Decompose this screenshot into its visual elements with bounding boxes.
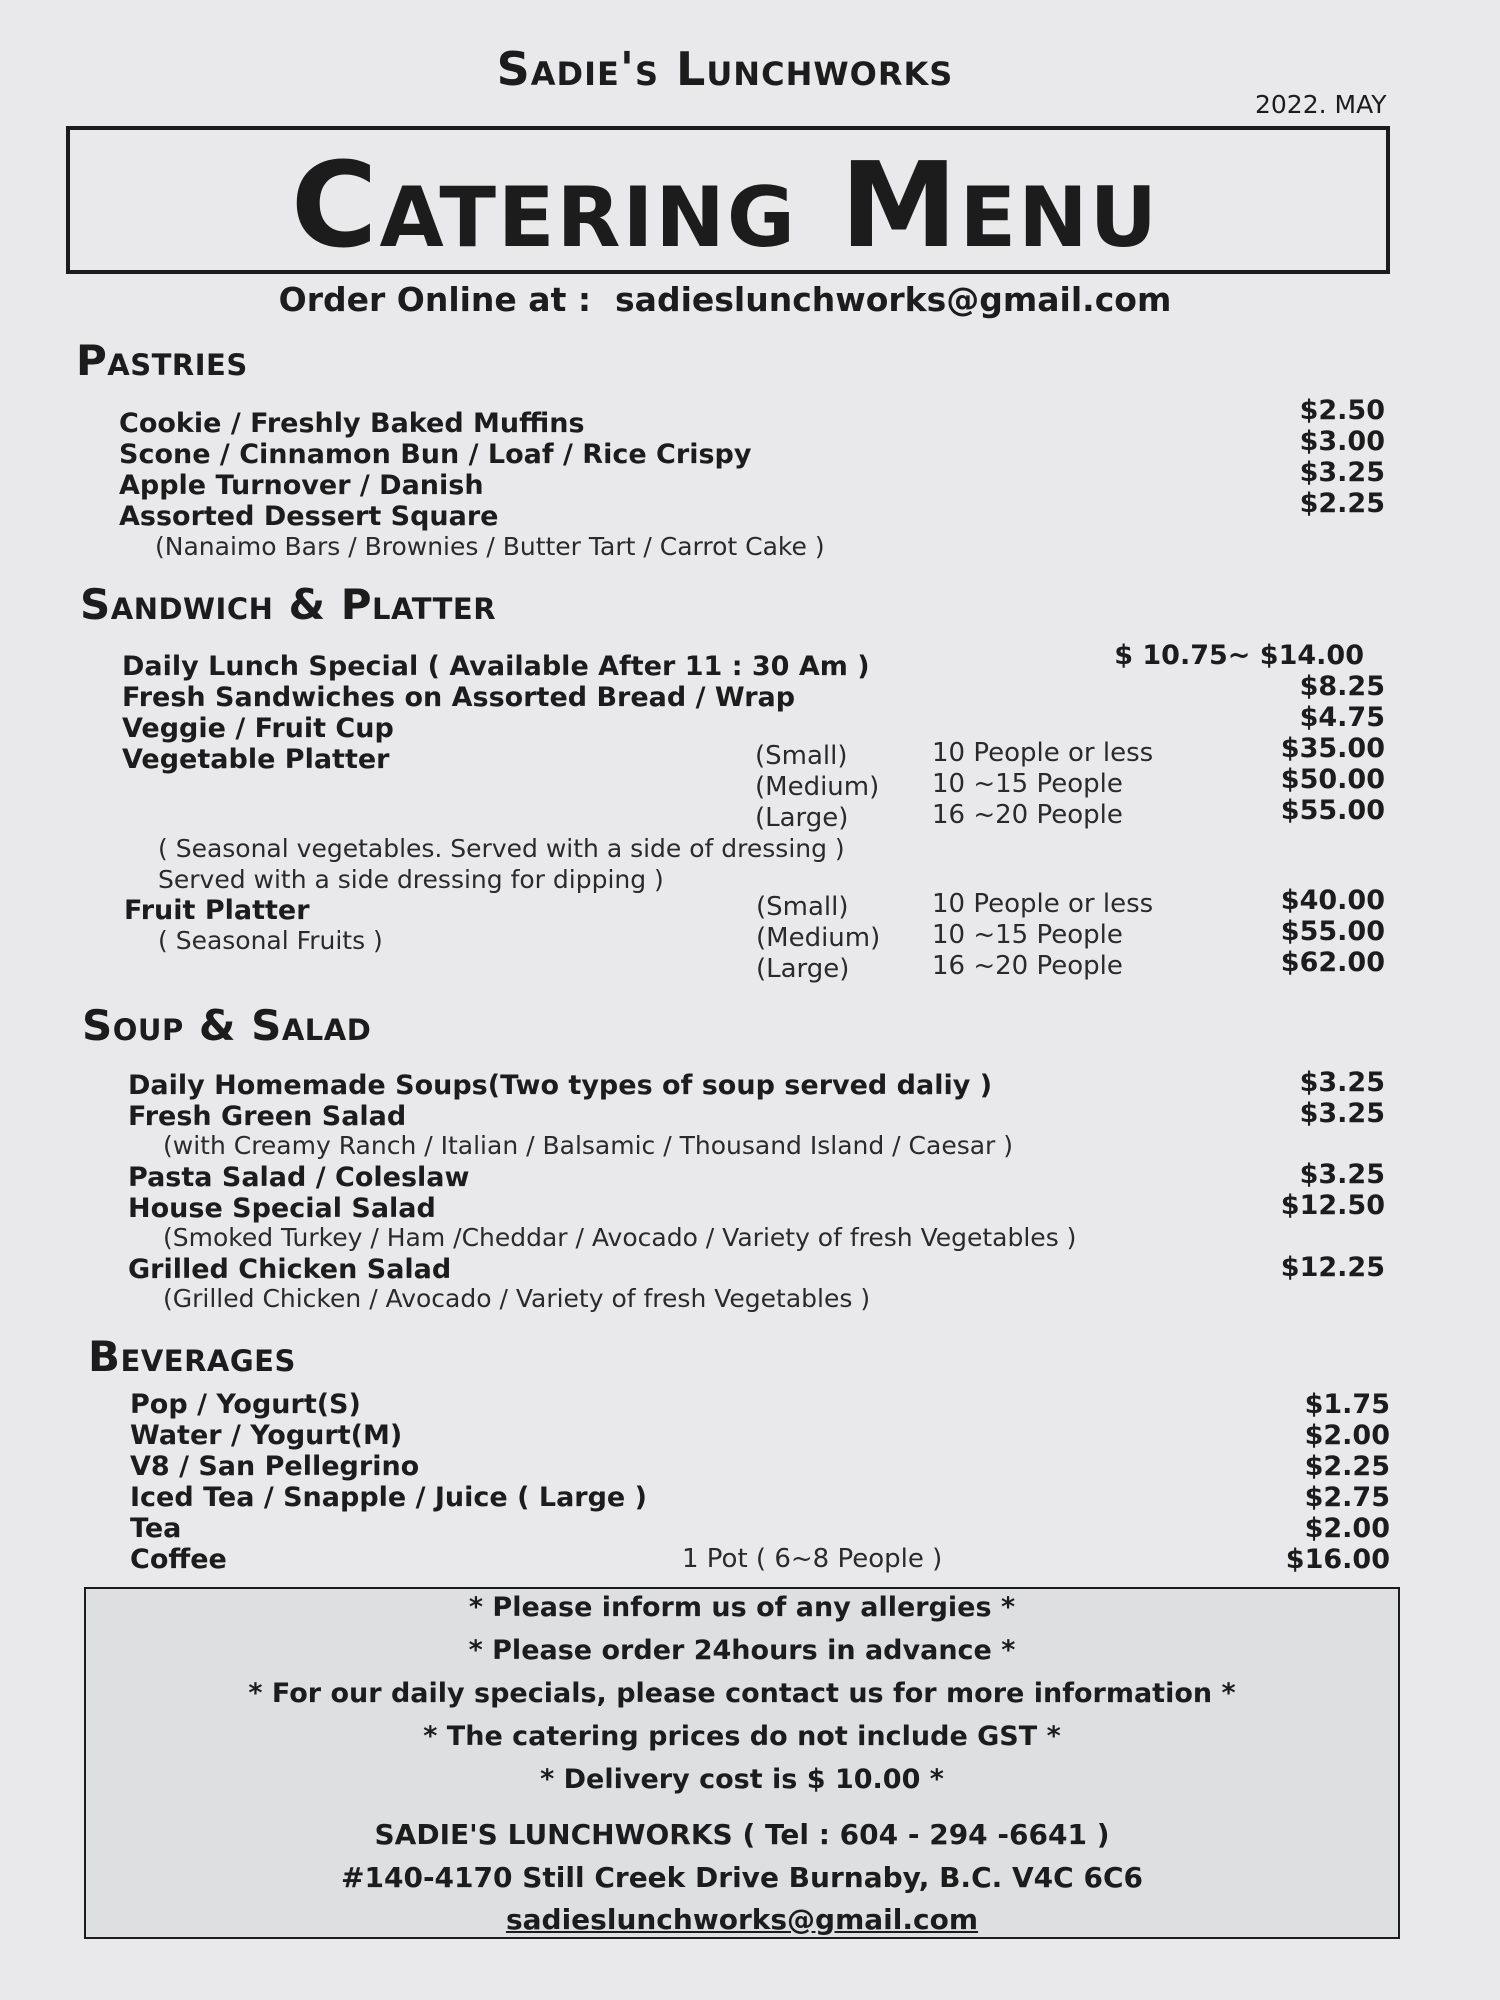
- info-note: * The catering prices do not include GST *: [423, 1721, 1061, 1752]
- item-price: $55.00: [1280, 916, 1385, 947]
- menu-item: Apple Turnover / Danish: [119, 470, 484, 501]
- menu-date: 2022. MAY: [1255, 90, 1387, 119]
- item-price: $2.00: [1304, 1513, 1390, 1544]
- item-note: (Nanaimo Bars / Brownies / Butter Tart / Carrot Cake ): [155, 532, 825, 561]
- item-price: $8.25: [1299, 671, 1385, 702]
- item-price: $12.25: [1280, 1252, 1385, 1283]
- menu-item: V8 / San Pellegrino: [130, 1451, 420, 1482]
- menu-item: House Special Salad: [128, 1193, 436, 1224]
- menu-item: Vegetable Platter: [122, 744, 390, 775]
- platter-size: (Large): [755, 803, 849, 833]
- item-price: $ 10.75~ $14.00: [1114, 640, 1364, 671]
- item-note: (Grilled Chicken / Avocado / Variety of fresh Vegetables ): [163, 1284, 871, 1313]
- platter-size: (Small): [756, 892, 849, 922]
- menu-item: Fresh Green Salad: [128, 1101, 407, 1132]
- platter-size: (Small): [755, 741, 848, 771]
- info-note: * Please order 24hours in advance *: [468, 1635, 1016, 1666]
- menu-item: Tea: [130, 1513, 182, 1544]
- item-price: $1.75: [1304, 1389, 1390, 1420]
- platter-people: 10 ~15 People: [932, 920, 1123, 950]
- item-price: $3.00: [1299, 426, 1385, 457]
- platter-people: 16 ~20 People: [932, 951, 1123, 981]
- item-price: $2.00: [1304, 1420, 1390, 1451]
- menu-item: Scone / Cinnamon Bun / Loaf / Rice Crispy: [119, 439, 752, 470]
- menu-item: Daily Homemade Soups(Two types of soup served daliy ): [128, 1070, 993, 1101]
- item-price: $12.50: [1280, 1190, 1385, 1221]
- menu-item: Daily Lunch Special ( Available After 11 : 30 Am ): [122, 651, 870, 682]
- order-online-label: Order Online at :: [278, 280, 592, 319]
- item-price: $3.25: [1299, 1159, 1385, 1190]
- menu-item: Cookie / Freshly Baked Muffins: [119, 408, 585, 439]
- menu-item: Fresh Sandwiches on Assorted Bread / Wrap: [122, 682, 796, 713]
- item-price: $55.00: [1280, 795, 1385, 826]
- order-online-line: [0, 280, 1450, 319]
- item-price: $3.25: [1299, 1067, 1385, 1098]
- platter-people: 16 ~20 People: [932, 800, 1123, 830]
- info-note: * Delivery cost is $ 10.00 *: [540, 1764, 944, 1795]
- platter-size: (Medium): [755, 772, 880, 802]
- item-price: $3.25: [1299, 457, 1385, 488]
- menu-item: Grilled Chicken Salad: [128, 1254, 452, 1285]
- section-heading-sandwich-platter: Sandwich & Platter: [80, 580, 497, 629]
- platter-people: 10 People or less: [932, 738, 1154, 768]
- item-price: $50.00: [1280, 764, 1385, 795]
- item-price: $3.25: [1299, 1098, 1385, 1129]
- menu-item: Coffee: [130, 1544, 227, 1575]
- item-note: Served with a side dressing for dipping ): [158, 865, 664, 894]
- item-price: $35.00: [1280, 733, 1385, 764]
- item-price: $4.75: [1299, 702, 1385, 733]
- item-note: (with Creamy Ranch / Italian / Balsamic / Thousand Island / Caesar ): [163, 1131, 1014, 1160]
- page-title: Catering Menu: [290, 136, 1160, 274]
- item-note: ( Seasonal Fruits ): [158, 926, 383, 955]
- item-price: $2.25: [1304, 1451, 1390, 1482]
- menu-item: Pasta Salad / Coleslaw: [128, 1162, 470, 1193]
- brand-name: Sadie's Lunchworks: [496, 42, 954, 96]
- menu-item: Iced Tea / Snapple / Juice ( Large ): [130, 1482, 647, 1513]
- menu-item: Assorted Dessert Square: [119, 501, 499, 532]
- item-price: $2.25: [1299, 488, 1385, 519]
- company-email-link[interactable]: sadieslunchworks@gmail.com: [505, 1903, 978, 1936]
- item-price: $2.75: [1304, 1482, 1390, 1513]
- company-contact: SADIE'S LUNCHWORKS ( Tel : 604 - 294 -6641 ): [374, 1818, 1110, 1851]
- coffee-note: 1 Pot ( 6~8 People ): [682, 1544, 943, 1574]
- section-heading-pastries: Pastries: [76, 336, 248, 385]
- item-price: $2.50: [1299, 395, 1385, 426]
- platter-people: 10 People or less: [932, 889, 1154, 919]
- section-heading-soup-salad: Soup & Salad: [82, 1001, 372, 1050]
- menu-item: Fruit Platter: [124, 895, 310, 926]
- platter-size: (Large): [756, 954, 850, 984]
- item-price: $40.00: [1280, 885, 1385, 916]
- item-note: (Smoked Turkey / Ham /Cheddar / Avocado / Variety of fresh Vegetables ): [163, 1223, 1077, 1252]
- order-email: sadieslunchworks@gmail.com: [615, 280, 1172, 319]
- item-price: $62.00: [1280, 947, 1385, 978]
- menu-item: Veggie / Fruit Cup: [122, 713, 394, 744]
- menu-item: Pop / Yogurt(S): [130, 1389, 361, 1420]
- company-address: #140-4170 Still Creek Drive Burnaby, B.C. V4C 6C6: [341, 1861, 1143, 1894]
- info-note: * For our daily specials, please contact us for more information *: [248, 1678, 1236, 1709]
- info-note: * Please inform us of any allergies *: [468, 1592, 1016, 1623]
- platter-size: (Medium): [756, 923, 881, 953]
- menu-item: Water / Yogurt(M): [130, 1420, 403, 1451]
- platter-people: 10 ~15 People: [932, 769, 1123, 799]
- section-heading-beverages: Beverages: [88, 1332, 296, 1381]
- item-price: $16.00: [1285, 1544, 1390, 1575]
- item-note: ( Seasonal vegetables. Served with a side of dressing ): [158, 834, 845, 863]
